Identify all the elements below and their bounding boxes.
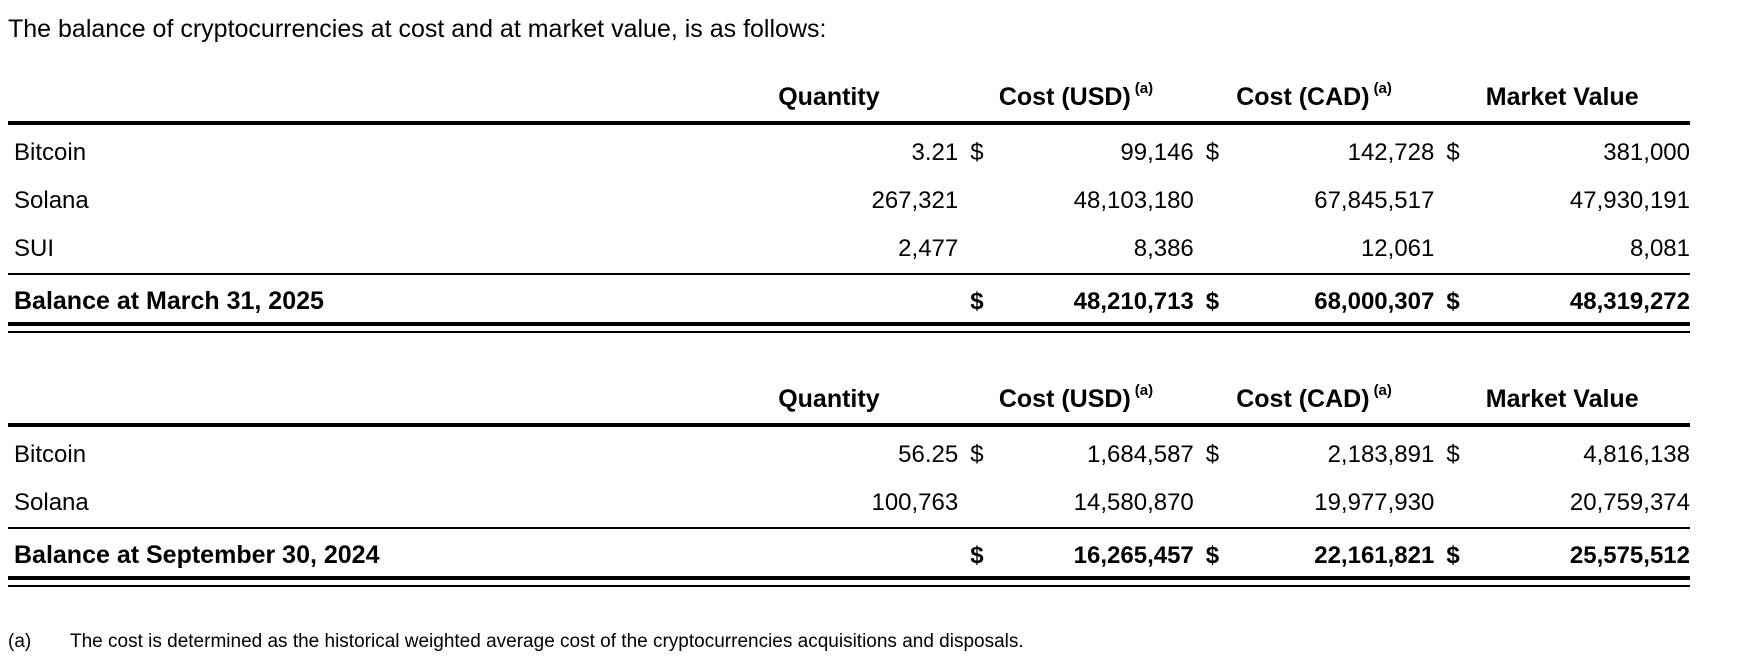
cost-usd-column-header xyxy=(958,77,1194,123)
balance-label: Balance at September 30, 2024 xyxy=(8,528,958,578)
balance-cost-cad: 68,000,307 xyxy=(1234,274,1434,324)
mv-currency-symbol xyxy=(1434,479,1474,528)
market-value-header-label: Market Value xyxy=(1485,385,1639,413)
quantity-header-label: Quantity xyxy=(778,385,880,413)
footnote-marker-superscript: (a) xyxy=(1134,80,1154,97)
market-value-column-header xyxy=(1434,379,1690,425)
footnote xyxy=(8,631,1690,653)
crypto-balance-table-september-2024 xyxy=(8,379,1690,580)
usd-currency-symbol xyxy=(958,177,998,225)
asset-name-cell: SUI xyxy=(14,235,55,262)
footnote-text: The cost is determined as the historical weighted average cost of the cryptocurrencies acquisitions and disposals. xyxy=(70,631,1024,652)
cad-currency-symbol xyxy=(1194,177,1234,225)
quantity-cell: 2,477 xyxy=(898,235,959,262)
table-header-row xyxy=(8,77,1690,123)
quantity-cell: 56.25 xyxy=(898,441,959,468)
balance-cost-cad: 22,161,821 xyxy=(1234,528,1434,578)
cost-cad-cell: 12,061 xyxy=(1360,235,1435,262)
balance-market-value: 25,575,512 xyxy=(1474,528,1690,578)
table-row xyxy=(8,123,1690,177)
cost-usd-header-label: Cost (USD) xyxy=(998,385,1131,413)
cost-usd-cell: 8,386 xyxy=(1133,235,1194,262)
double-underline-rule xyxy=(8,585,1690,587)
footnote-marker-superscript: (a) xyxy=(1373,382,1392,399)
mv-currency-symbol: $ xyxy=(1434,528,1474,578)
table-row xyxy=(8,177,1690,225)
cad-currency-symbol: $ xyxy=(1194,274,1234,324)
cad-currency-symbol xyxy=(1194,225,1234,274)
table-row xyxy=(8,225,1690,274)
balance-total-row xyxy=(8,274,1690,324)
usd-currency-symbol: $ xyxy=(970,441,984,468)
asset-column-header xyxy=(8,77,700,123)
market-value-cell: 4,816,138 xyxy=(1583,441,1690,468)
footnote-marker-superscript: (a) xyxy=(1373,80,1392,97)
cost-cad-cell: 2,183,891 xyxy=(1327,441,1435,468)
quantity-column-header xyxy=(700,77,959,123)
cost-cad-cell: 19,977,930 xyxy=(1314,489,1435,516)
mv-currency-symbol xyxy=(1434,225,1474,274)
cost-usd-column-header xyxy=(958,379,1194,425)
cost-cad-column-header xyxy=(1194,77,1435,123)
cost-usd-cell: 1,684,587 xyxy=(1087,441,1194,468)
quantity-header-label: Quantity xyxy=(778,83,880,111)
quantity-cell: 3.21 xyxy=(911,139,959,166)
usd-currency-symbol: $ xyxy=(958,528,998,578)
cad-currency-symbol: $ xyxy=(1194,528,1234,578)
balance-label: Balance at March 31, 2025 xyxy=(8,274,958,324)
usd-currency-symbol xyxy=(958,479,998,528)
quantity-cell: 100,763 xyxy=(871,489,959,516)
balance-total-row xyxy=(8,528,1690,578)
crypto-balance-table-march-2025 xyxy=(8,77,1690,326)
table-row xyxy=(8,479,1690,528)
cost-cad-cell: 67,845,517 xyxy=(1314,187,1435,214)
cost-cad-header-label: Cost (CAD) xyxy=(1236,385,1370,413)
asset-name-cell: Solana xyxy=(14,489,89,516)
balance-cost-usd: 48,210,713 xyxy=(998,274,1193,324)
double-underline-rule xyxy=(8,331,1690,333)
footnote-marker: (a) xyxy=(8,631,32,652)
market-value-header-label: Market Value xyxy=(1485,83,1639,111)
quantity-cell: 267,321 xyxy=(871,187,959,214)
mv-currency-symbol: $ xyxy=(1446,441,1460,468)
cost-usd-cell: 48,103,180 xyxy=(1073,187,1194,214)
cost-usd-cell: 99,146 xyxy=(1120,139,1194,166)
cad-currency-symbol xyxy=(1194,479,1234,528)
cad-currency-symbol: $ xyxy=(1205,441,1220,468)
table-header-row xyxy=(8,379,1690,425)
cost-cad-column-header xyxy=(1194,379,1435,425)
asset-name-cell: Solana xyxy=(14,187,89,214)
market-value-cell: 8,081 xyxy=(1629,235,1690,262)
mv-currency-symbol: $ xyxy=(1446,139,1460,166)
market-value-cell: 47,930,191 xyxy=(1569,187,1690,214)
page-title: The balance of cryptocurrencies at cost and at market value, is as follows: xyxy=(8,15,827,43)
mv-currency-symbol: $ xyxy=(1434,274,1474,324)
balance-cost-usd: 16,265,457 xyxy=(998,528,1193,578)
market-value-cell: 20,759,374 xyxy=(1569,489,1690,516)
mv-currency-symbol xyxy=(1434,177,1474,225)
asset-column-header xyxy=(8,379,700,425)
cost-cad-header-label: Cost (CAD) xyxy=(1236,83,1370,111)
footnote-marker-superscript: (a) xyxy=(1134,382,1154,399)
usd-currency-symbol: $ xyxy=(958,274,998,324)
balance-market-value: 48,319,272 xyxy=(1474,274,1690,324)
cost-usd-header-label: Cost (USD) xyxy=(998,83,1131,111)
quantity-column-header xyxy=(700,379,959,425)
asset-name-cell: Bitcoin xyxy=(14,139,87,166)
table-row xyxy=(8,425,1690,479)
cad-currency-symbol: $ xyxy=(1205,139,1220,166)
cost-cad-cell: 142,728 xyxy=(1347,139,1435,166)
market-value-cell: 381,000 xyxy=(1603,139,1690,166)
usd-currency-symbol: $ xyxy=(970,139,984,166)
usd-currency-symbol xyxy=(958,225,998,274)
cost-usd-cell: 14,580,870 xyxy=(1073,489,1194,516)
asset-name-cell: Bitcoin xyxy=(14,441,87,468)
market-value-column-header xyxy=(1434,77,1690,123)
